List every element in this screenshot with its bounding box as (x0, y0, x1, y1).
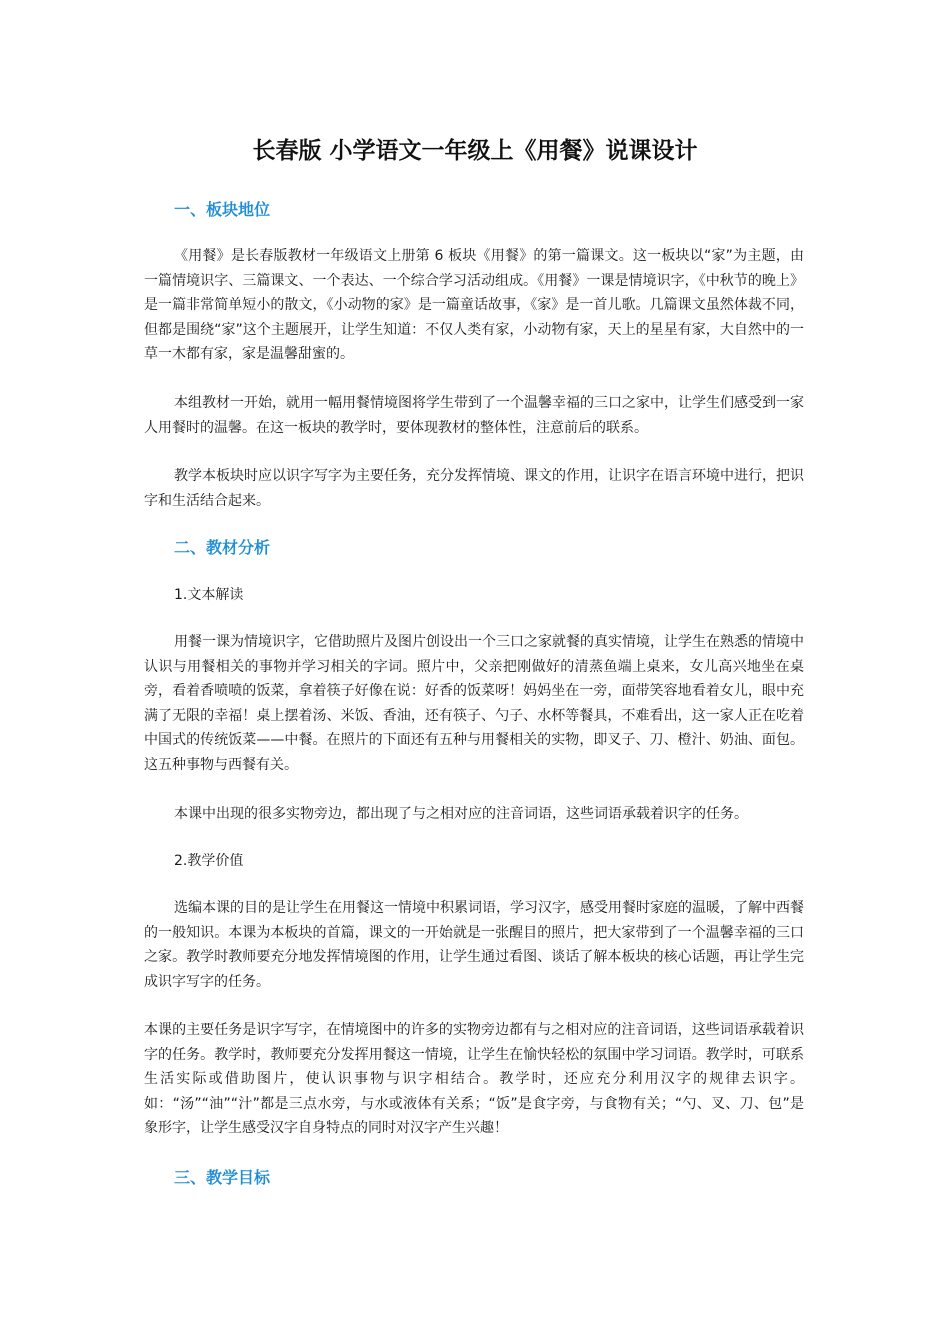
document-title: 长春版 小学语文一年级上《用餐》说课设计 (252, 138, 698, 164)
section-heading-position: 一、板块地位 (174, 200, 271, 219)
subheading-text-reading: 1.文本解读 (174, 587, 244, 603)
section-heading-material-analysis: 二、教材分析 (174, 538, 271, 557)
paragraph: 教学本板块时应以识字写字为主要任务，充分发挥情境、课文的作用，让识字在语言环境中进行，把识字和生活结合起来。 (144, 468, 804, 509)
paragraph: 用餐一课为情境识字，它借助照片及图片创设出一个三口之家就餐的真实情境，让学生在熟悉的情境中认识与用餐相关的事物并学习相关的字词。照片中，父亲把刚做好的清蒸鱼端上桌来，女儿高兴地坐在桌旁，看着香喷喷的饭菜，拿着筷子好像在说：好香的饭菜呀！妈妈坐在一旁，面带笑容地看着女儿，眼中充满了无限的幸福！桌上摆着汤、米饭、香油，还有筷子、勺子、水杯等餐具，不难看出，这一家人正在吃着中国式的传统饭菜——中餐。在照片的下面还有五种与用餐相关的实物，即叉子、刀、橙汁、奶油、面包。这五种事物与西餐有关。 (144, 634, 804, 773)
subheading-teaching-value: 2.教学价值 (174, 853, 244, 869)
paragraph: 《用餐》是长春版教材一年级语文上册第 6 板块《用餐》的第一篇课文。这一板块以“家”为主题，由一篇情境识字、三篇课文、一个表达、一个综合学习活动组成。《用餐》一课是情境识字，《中秋节的晚上》是一篇非常简单短小的散文，《小动物的家》是一篇童话故事，《家》是一首儿歌。几篇课文虽然体裁不同，但都是围绕“家”这个主题展开，让学生知道：不仅人类有家，小动物有家，天上的星星有家，大自然中的一草一木都有家，家是温馨甜蜜的。 (144, 248, 804, 363)
paragraph: 本组教材一开始，就用一幅用餐情境图将学生带到了一个温馨幸福的三口之家中，让学生们感受到一家人用餐时的温馨。在这一板块的教学时，要体现教材的整体性，注意前后的联系。 (144, 395, 804, 436)
paragraph: 本课的主要任务是识字写字，在情境图中的许多的实物旁边都有与之相对应的注音词语，这些词语承载着识字的任务。教学时，教师要充分发挥用餐这一情境，让学生在愉快轻松的氛围中学习词语。教学时，可联系生活实际或借助图片，使认识事物与识字相结合。教学时，还应充分利用汉字的规律去识字。如：“汤”“油”“汁”都是三点水旁，与水或液体有关系；“饭”是食字旁，与食物有关；“勺、叉、刀、包”是象形字，让学生感受汉字自身特点的同时对汉字产生兴趣！ (144, 1022, 804, 1137)
section-heading-teaching-goals: 三、教学目标 (174, 1168, 271, 1187)
paragraph: 本课中出现的很多实物旁边，都出现了与之相对应的注音词语，这些词语承载着识字的任务。 (174, 806, 748, 822)
paragraph: 选编本课的目的是让学生在用餐这一情境中积累词语，学习汉字，感受用餐时家庭的温暖，了解中西餐的一般知识。本课为本板块的首篇，课文的一开始就是一张醒目的照片，把大家带到了一个温馨幸福的三口之家。教学时教师要充分地发挥情境图的作用，让学生通过看图、谈话了解本板块的核心话题，再让学生完成识字写字的任务。 (144, 900, 804, 990)
